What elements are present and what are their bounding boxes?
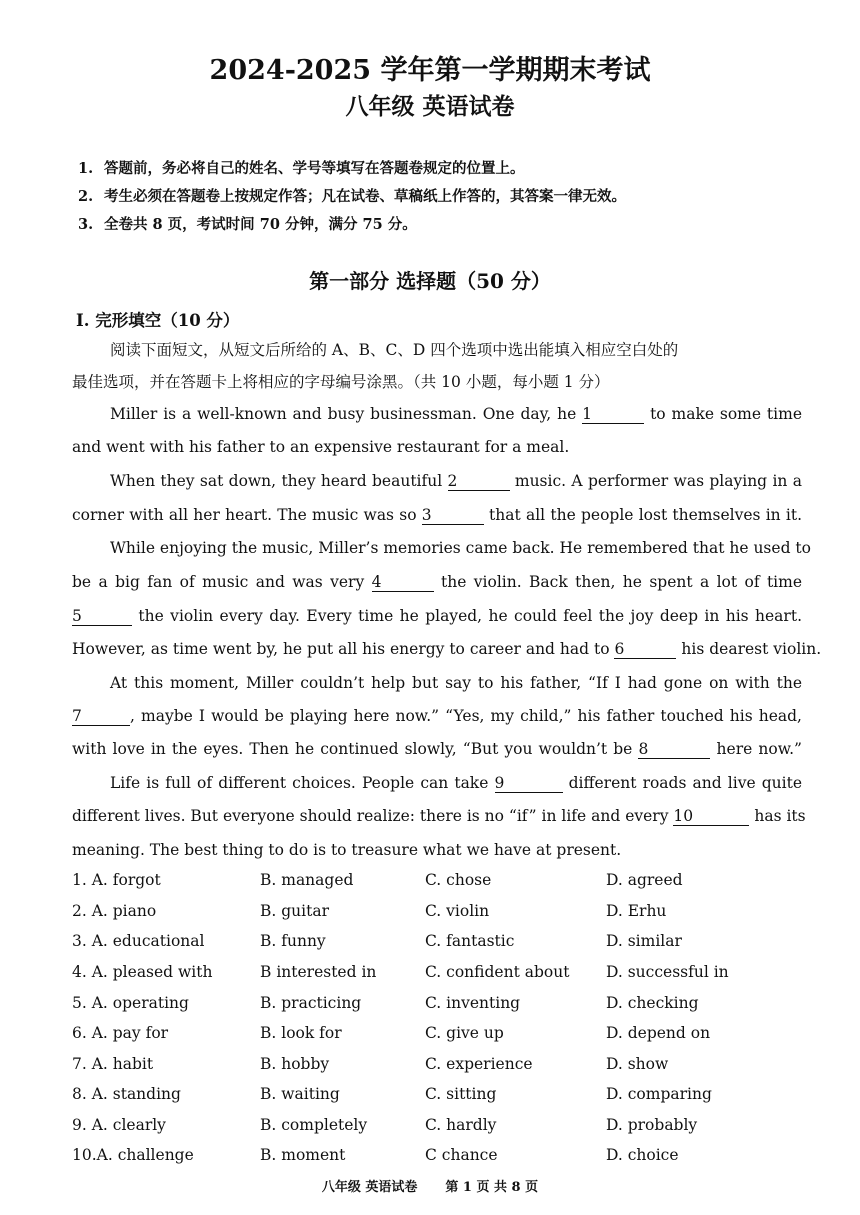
passage-text: be a big fan of music and was very [72, 573, 365, 591]
passage-line: At this moment, Miller couldn’t help but say to his father, “If I had gone on with the [110, 674, 802, 692]
option-b: B. guitar [260, 902, 329, 920]
passage-text: Miller is a well-known and busy businessman. One day, he [110, 405, 577, 423]
passage-line [110, 471, 802, 491]
passage-text: different lives. But everyone should realize: there is no “if” in life and every [72, 807, 669, 825]
option-c: C chance [425, 1146, 498, 1164]
notice-text: 全卷共 8 页，考试时间 70 分钟，满分 75 分。 [104, 216, 417, 233]
passage-text: to make some time [650, 405, 802, 423]
passage-text: that all the people lost themselves in it. [489, 506, 802, 524]
option-c: C. fantastic [425, 932, 515, 950]
blank-7: 7 [72, 707, 130, 726]
notice-number: 3. [78, 216, 94, 233]
option-a: 4. A. pleased with [72, 963, 213, 981]
blank-6: 6 [614, 640, 676, 659]
exam-subtitle: 八年级 英语试卷 [345, 93, 515, 120]
option-d: D. choice [606, 1146, 679, 1164]
notice-text: 考生必须在答题卷上按规定作答；凡在试卷、草稿纸上作答的，其答案一律无效。 [104, 188, 626, 205]
option-b: B. look for [260, 1024, 342, 1042]
option-d: D. Erhu [606, 902, 667, 920]
option-b: B. completely [260, 1116, 368, 1134]
blank-5: 5 [72, 607, 132, 626]
instruction-line: 阅读下面短文，从短文后所给的 A、B、C、D 四个选项中选出能填入相应空白处的 [110, 341, 679, 359]
passage-line: While enjoying the music, Miller’s memories came back. He remembered that he used to [110, 539, 811, 557]
option-b: B. managed [260, 871, 354, 889]
notice-number: 2. [78, 188, 94, 205]
option-a: 2. A. piano [72, 902, 157, 920]
notice-text: 答题前，务必将自己的姓名、学号等填写在答题卷规定的位置上。 [104, 160, 525, 177]
option-a: 6. A. pay for [72, 1024, 169, 1042]
option-d: D. comparing [606, 1085, 712, 1103]
option-d: D. successful in [606, 963, 729, 981]
option-row [72, 1116, 802, 1136]
passage-text: , maybe I would be playing here now.” “Yes, my child,” his father touched his head, [130, 707, 802, 725]
passage-line: meaning. The best thing to do is to treasure what we have at present. [72, 841, 622, 859]
notice-number: 1. [78, 160, 94, 177]
passage-text: music. A performer was playing in a [514, 472, 802, 490]
option-row [72, 963, 802, 983]
option-c: C. give up [425, 1024, 504, 1042]
passage-line [72, 505, 802, 525]
option-row [72, 994, 802, 1014]
passage-text: different roads and live quite [568, 774, 802, 792]
passage-text: has its [754, 807, 806, 825]
option-c: C. sitting [425, 1085, 497, 1103]
option-d: D. agreed [606, 871, 683, 889]
option-a: 3. A. educational [72, 932, 205, 950]
page-number: 第 1 页 共 8 页 [445, 1180, 539, 1195]
option-c: C. experience [425, 1055, 533, 1073]
passage-line: and went with his father to an expensive restaurant for a meal. [72, 438, 570, 456]
section-title: I. 完形填空（10 分） [76, 311, 240, 330]
footer-label: 八年级 英语试卷 [321, 1180, 418, 1195]
option-b: B. practicing [260, 994, 362, 1012]
option-d: D. checking [606, 994, 699, 1012]
option-c: C. confident about [425, 963, 570, 981]
option-d: D. probably [606, 1116, 698, 1134]
option-b: B. moment [260, 1146, 346, 1164]
passage-text: Life is full of different choices. People can take [110, 774, 489, 792]
passage-line [110, 404, 802, 424]
blank-9: 9 [495, 774, 563, 793]
option-c: C. inventing [425, 994, 521, 1012]
option-c: C. hardly [425, 1116, 497, 1134]
option-row [72, 932, 802, 952]
option-row [72, 1146, 802, 1166]
passage-line [72, 606, 802, 626]
passage-line [110, 773, 802, 793]
passage-text: the violin every day. Every time he played, he could feel the joy deep in his heart. [138, 607, 802, 625]
option-b: B. hobby [260, 1055, 330, 1073]
passage-text: here now.” [716, 740, 802, 758]
option-d: D. depend on [606, 1024, 711, 1042]
option-row [72, 871, 802, 891]
option-b: B. waiting [260, 1085, 340, 1103]
instruction-line: 最佳选项，并在答题卡上将相应的字母编号涂黑。（共 10 小题，每小题 1 分） [72, 373, 610, 391]
option-row [72, 1055, 802, 1075]
option-d: D. similar [606, 932, 682, 950]
option-a: 7. A. habit [72, 1055, 154, 1073]
option-row [72, 1085, 802, 1105]
option-a: 5. A. operating [72, 994, 189, 1012]
blank-1: 1 [582, 405, 644, 424]
option-a: 8. A. standing [72, 1085, 181, 1103]
passage-text: with love in the eyes. Then he continued slowly, “But you wouldn’t be [72, 740, 633, 758]
option-b: B. funny [260, 932, 326, 950]
passage-line [72, 572, 802, 592]
blank-2: 2 [448, 472, 510, 491]
passage-line [72, 639, 822, 659]
notice-item [78, 157, 525, 178]
passage-line [72, 739, 802, 759]
passage-line [72, 706, 802, 726]
passage-text: corner with all her heart. The music was so [72, 506, 417, 524]
notice-item [78, 185, 626, 206]
option-row [72, 902, 802, 922]
exam-title: 2024-2025 学年第一学期期末考试 [209, 55, 651, 86]
option-a: 10.A. challenge [72, 1146, 194, 1164]
option-c: C. chose [425, 871, 492, 889]
blank-4: 4 [372, 573, 434, 592]
passage-text: his dearest violin. [681, 640, 822, 658]
blank-10: 10 [673, 807, 749, 826]
option-a: 9. A. clearly [72, 1116, 166, 1134]
blank-8: 8 [638, 740, 710, 759]
option-a: 1. A. forgot [72, 871, 161, 889]
notice-item [78, 213, 417, 234]
part-title: 第一部分 选择题（50 分） [309, 269, 551, 293]
option-d: D. show [606, 1055, 669, 1073]
option-row [72, 1024, 802, 1044]
passage-text: However, as time went by, he put all his energy to career and had to [72, 640, 610, 658]
passage-text: the violin. Back then, he spent a lot of time [441, 573, 802, 591]
passage-line [72, 806, 806, 826]
passage-text: When they sat down, they heard beautiful [110, 472, 443, 490]
page-footer [0, 1176, 860, 1195]
option-c: C. violin [425, 902, 490, 920]
option-b: B interested in [260, 963, 377, 981]
blank-3: 3 [422, 506, 484, 525]
